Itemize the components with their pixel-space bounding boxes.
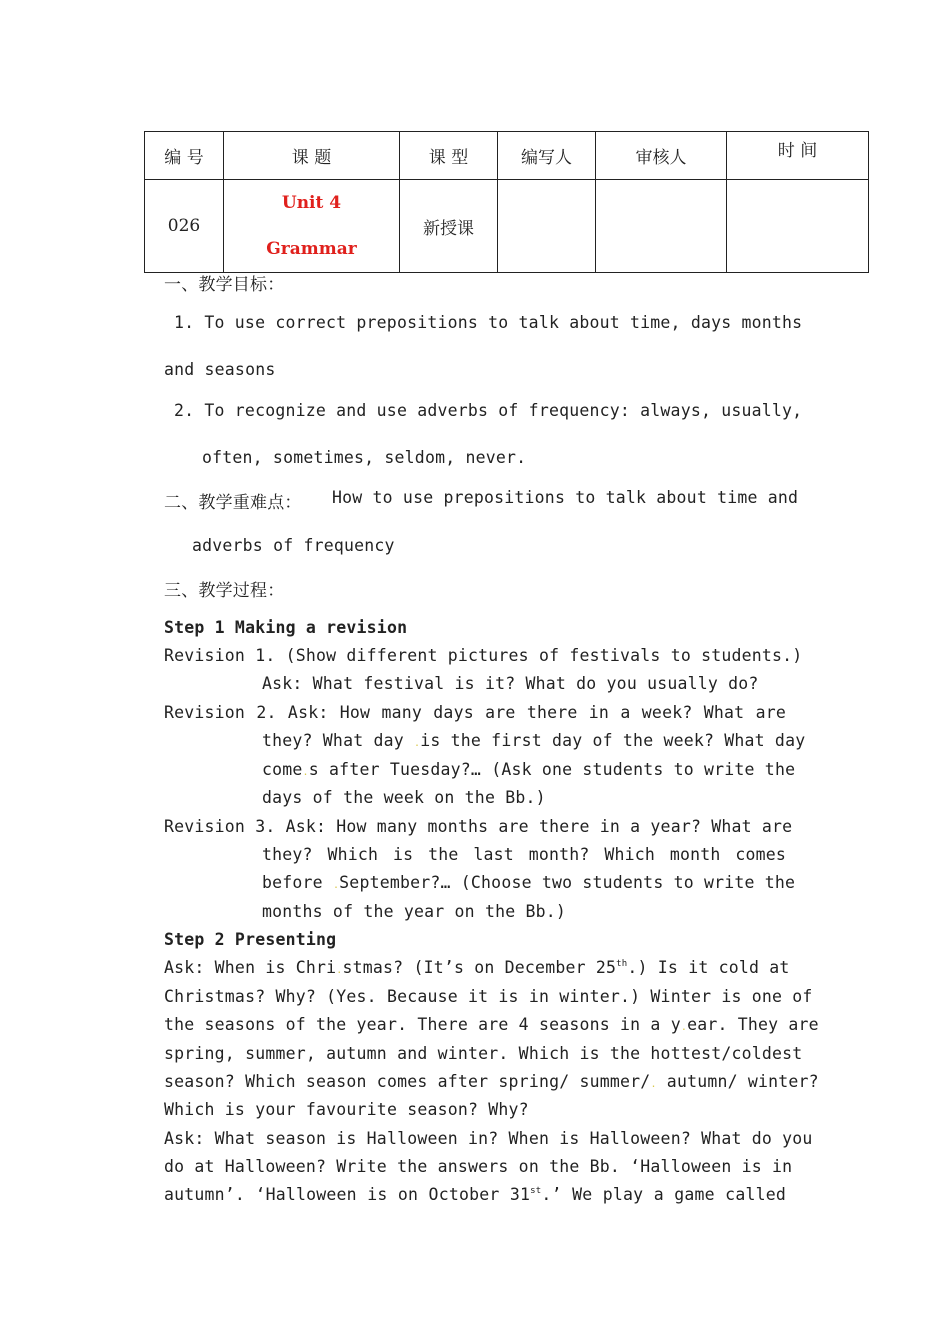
- objectives-heading: 一、教学目标：: [164, 275, 285, 295]
- presenting-line-8: do at Halloween? Write the answers on the Bb. ‘Halloween is in: [164, 1157, 793, 1176]
- label-lesson-type: 课 型: [400, 132, 498, 180]
- presenting-line-2: Christmas? Why? (Yes. Because it is in winter.) Winter is one of: [164, 987, 813, 1006]
- presenting-line-9-b: .’ We play a game called: [541, 1185, 786, 1204]
- lesson-type-value: 新授课: [400, 180, 498, 273]
- superscript-st: st: [530, 1186, 542, 1196]
- objective-2-line-1: 2. To recognize and use adverbs of frequency: always, usually,: [174, 401, 803, 420]
- revision-2-line-1: Revision 2. Ask: How many days are there in a week? What are: [164, 703, 786, 722]
- key-points-text-1: How to use prepositions to talk about time and: [332, 488, 799, 507]
- presenting-line-9-a: autumn’. ‘Halloween is on October 31: [164, 1185, 531, 1204]
- presenting-line-1: [164, 958, 790, 977]
- objective-1-line-2: and seasons: [164, 360, 276, 379]
- lesson-title: [224, 180, 400, 273]
- label-reviewer: 审核人: [596, 132, 727, 180]
- revision-1-line-2: Ask: What festival is it? What do you usually do?: [262, 674, 759, 693]
- key-points-text-2: adverbs of frequency: [192, 536, 395, 555]
- revision-2-line-4: days of the week on the Bb.): [262, 788, 546, 807]
- objective-2-line-2: often, sometimes, seldom, never.: [202, 448, 527, 467]
- lesson-info-table: [144, 131, 869, 273]
- time-value: [727, 180, 869, 273]
- lesson-title-line1: Unit 4: [281, 193, 342, 213]
- label-time: 时 间: [727, 132, 869, 180]
- lesson-number: 026: [145, 180, 224, 273]
- presenting-line-3-b: ear. They are: [687, 1015, 819, 1034]
- revision-2-line-2-b: is the first day of the week? What day: [420, 731, 806, 750]
- revision-2-line-2-a: they? What day: [262, 731, 415, 750]
- lesson-title-line2: Grammar: [266, 239, 357, 259]
- presenting-line-1-c: .) Is it cold at: [627, 958, 790, 977]
- step-2-heading: Step 2 Presenting: [164, 930, 337, 949]
- superscript-th: th: [616, 959, 628, 969]
- edit-mark: .: [336, 965, 343, 976]
- edit-mark: .: [332, 880, 340, 891]
- label-topic: 课 题: [224, 132, 400, 180]
- presenting-line-1-a: Ask: When is Chri: [164, 958, 337, 977]
- presenting-line-9: [164, 1185, 786, 1204]
- step-1-heading: Step 1 Making a revision: [164, 618, 408, 637]
- presenting-line-6: Which is your favourite season? Why?: [164, 1100, 529, 1119]
- label-number: 编 号: [145, 132, 224, 180]
- presenting-line-5-a: season? Which season comes after spring/ summer/: [164, 1072, 651, 1091]
- edit-mark: .: [650, 1079, 657, 1090]
- presenting-line-3: [164, 1015, 819, 1034]
- presenting-line-5: [164, 1072, 819, 1091]
- revision-2-line-3-b: s after Tuesday?… (Ask one students to write the: [308, 760, 796, 779]
- edit-mark: .: [680, 1022, 688, 1033]
- revision-3-line-1: Revision 3. Ask: How many months are there in a year? What are: [164, 817, 793, 836]
- presenting-line-5-b: autumn/ winter?: [656, 1072, 819, 1091]
- label-writer: 编写人: [498, 132, 596, 180]
- revision-3-line-4: months of the year on the Bb.): [262, 902, 567, 921]
- revision-3-line-3-a: before: [262, 873, 333, 892]
- revision-2-line-2: [262, 731, 806, 750]
- revision-3-line-3-b: September?… (Choose two students to write the: [339, 873, 796, 892]
- process-heading: 三、教学过程：: [164, 581, 285, 601]
- presenting-line-7: Ask: What season is Halloween in? When is Halloween? What do you: [164, 1129, 813, 1148]
- revision-2-line-3: [262, 760, 796, 779]
- writer-value: [498, 180, 596, 273]
- revision-3-line-3: [262, 873, 796, 892]
- key-points-heading: 二、教学重难点：: [164, 493, 302, 513]
- reviewer-value: [596, 180, 727, 273]
- objective-1-line-1: 1. To use correct prepositions to talk about time, days months: [174, 313, 803, 332]
- revision-1-line-1: Revision 1. (Show different pictures of festivals to students.): [164, 646, 803, 665]
- presenting-line-4: spring, summer, autumn and winter. Which is the hottest/coldest: [164, 1044, 803, 1063]
- revision-2-line-3-a: come: [262, 760, 303, 779]
- revision-3-line-2: they? Which is the last month? Which month comes: [262, 845, 786, 864]
- edit-mark: .: [414, 738, 421, 749]
- key-points-line-1: [164, 488, 799, 513]
- presenting-line-3-a: the seasons of the year. There are 4 seasons in a y: [164, 1015, 681, 1034]
- presenting-line-1-b: stmas? (It’s on December 25: [342, 958, 617, 977]
- edit-mark: .: [302, 767, 309, 778]
